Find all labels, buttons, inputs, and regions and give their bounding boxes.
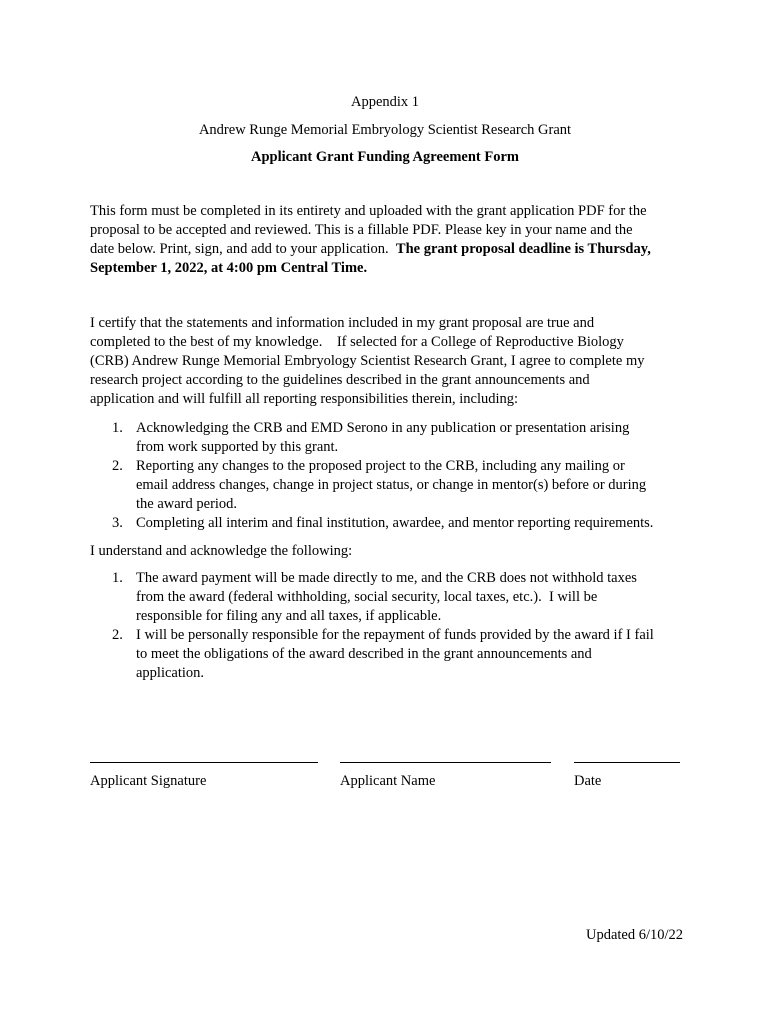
list-item bbox=[90, 419, 690, 457]
list-item-line: I will be personally responsible for the repayment of funds provided by the award if I fail bbox=[136, 627, 654, 643]
updated-date: Updated 6/10/22 bbox=[586, 927, 684, 943]
certify-line: application and will fulfill all reporting responsibilities therein, including: bbox=[90, 391, 519, 407]
list-item-line: application. bbox=[136, 665, 205, 681]
signature-field[interactable] bbox=[90, 762, 318, 763]
list-item-line: from the award (federal withholding, social security, local taxes, etc.). I will be bbox=[136, 589, 598, 605]
name-field[interactable] bbox=[340, 762, 551, 763]
deadline-date: September 1, 2022, at 4:00 pm Central Time. bbox=[90, 260, 368, 276]
date-field[interactable] bbox=[574, 762, 680, 763]
list-number: 1. bbox=[112, 420, 123, 436]
list-number: 2. bbox=[112, 458, 123, 474]
list-item-line: Reporting any changes to the proposed project to the CRB, including any mailing or bbox=[136, 458, 625, 474]
certify-paragraph bbox=[90, 314, 690, 409]
certify-line: I certify that the statements and information included in my grant proposal are true and bbox=[90, 315, 595, 331]
list-number: 1. bbox=[112, 570, 123, 586]
date-label: Date bbox=[574, 773, 602, 789]
list-item-line: Completing all interim and final institution, awardee, and mentor reporting requirements. bbox=[136, 515, 654, 531]
list-item-line: Acknowledging the CRB and EMD Serono in any publication or presentation arising bbox=[136, 420, 630, 436]
appendix-label: Appendix 1 bbox=[350, 94, 420, 110]
deadline-text: The grant proposal deadline is Thursday, bbox=[395, 241, 651, 257]
signature-label: Applicant Signature bbox=[90, 773, 207, 789]
intro-paragraph bbox=[90, 202, 690, 278]
list-item-line: the award period. bbox=[136, 496, 238, 512]
list-item bbox=[90, 514, 690, 533]
certify-line: research project according to the guidelines described in the grant announcements and bbox=[90, 372, 590, 388]
certify-line: completed to the best of my knowledge. If selected for a College of Reproductive Biology bbox=[90, 334, 624, 350]
certify-line: (CRB) Andrew Runge Memorial Embryology Scientist Research Grant, I agree to complete my bbox=[90, 353, 645, 369]
intro-line bbox=[90, 240, 690, 259]
list-item-line: The award payment will be made directly to me, and the CRB does not withhold taxes bbox=[136, 570, 637, 586]
list-item bbox=[90, 457, 690, 514]
acknowledge-intro bbox=[90, 542, 690, 561]
certify-list bbox=[90, 419, 690, 533]
list-item bbox=[90, 569, 690, 626]
intro-line: This form must be completed in its entirety and uploaded with the grant application PDF for the bbox=[90, 203, 647, 219]
list-item-line: email address changes, change in project status, or change in mentor(s) before or during bbox=[136, 477, 647, 493]
list-item-line: responsible for filing any and all taxes, if applicable. bbox=[136, 608, 442, 624]
name-label: Applicant Name bbox=[340, 773, 436, 789]
list-item-line: from work supported by this grant. bbox=[136, 439, 339, 455]
acknowledge-list bbox=[90, 569, 690, 683]
list-number: 2. bbox=[112, 627, 123, 643]
acknowledge-intro-text: I understand and acknowledge the following: bbox=[90, 543, 353, 559]
form-title: Applicant Grant Funding Agreement Form bbox=[251, 149, 519, 165]
list-item-line: to meet the obligations of the award described in the grant announcements and bbox=[136, 646, 592, 662]
intro-text: date below. Print, sign, and add to your application. bbox=[90, 241, 396, 257]
list-item bbox=[90, 626, 690, 683]
list-number: 3. bbox=[112, 515, 123, 531]
grant-name: Andrew Runge Memorial Embryology Scientist Research Grant bbox=[198, 122, 572, 138]
intro-line: proposal to be accepted and reviewed. This is a fillable PDF. Please key in your name and the bbox=[90, 222, 633, 238]
